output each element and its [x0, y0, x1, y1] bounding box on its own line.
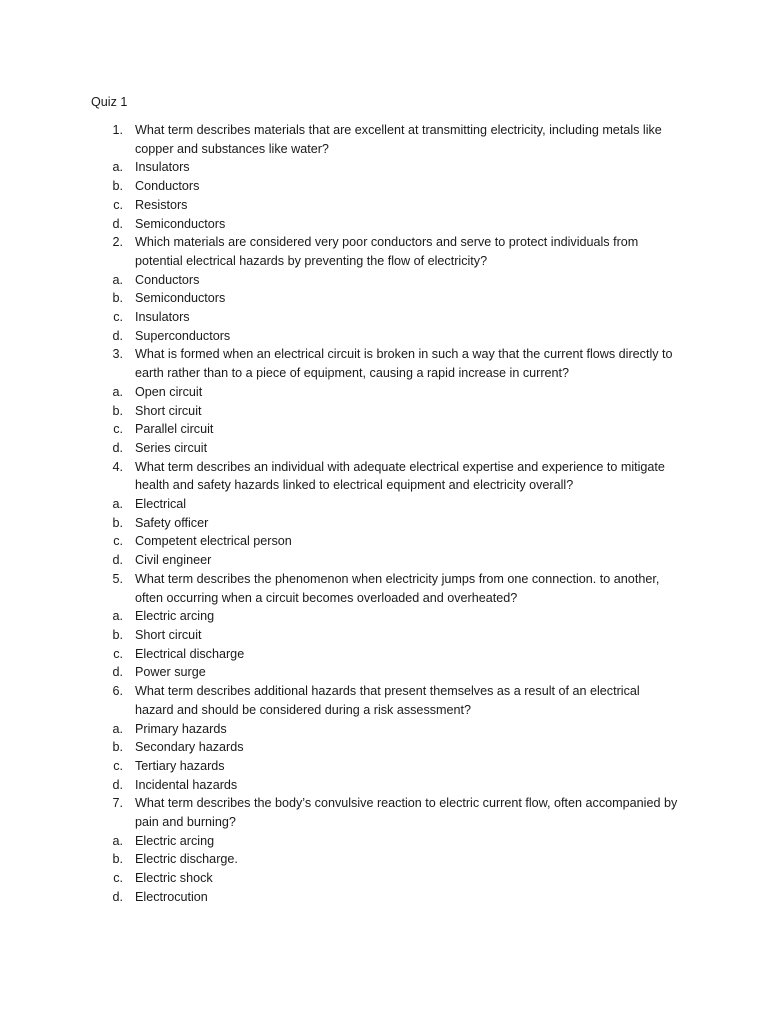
answer-option [0, 869, 768, 888]
question-item [0, 121, 768, 158]
option-text: Parallel circuit [135, 422, 214, 437]
option-letter: b. [112, 627, 123, 642]
option-text: Electric shock [135, 871, 213, 886]
option-text: Semiconductors [135, 291, 226, 306]
question-item [0, 233, 768, 270]
question-number: 5. [112, 571, 123, 586]
option-text: Primary hazards [135, 721, 227, 736]
question-text: What term describes the body’s convulsive reaction to electric current flow, often accompanied by pain and burning? [135, 796, 678, 830]
answer-option [0, 439, 768, 458]
option-text: Electric arcing [135, 833, 215, 848]
option-text: Series circuit [135, 440, 208, 455]
question-text: What term describes additional hazards that present themselves as a result of an electrical hazard and should be considered during a risk assessment? [135, 684, 640, 717]
question-text: Which materials are considered very poor conductors and serve to protect individuals from potential electrical hazards by preventing the flow of electricity? [135, 235, 639, 268]
option-text: Safety officer [135, 515, 209, 530]
option-text: Short circuit [135, 403, 202, 418]
question-number: 1. [112, 123, 123, 137]
answer-option [0, 720, 768, 739]
option-letter: c. [113, 197, 123, 212]
answer-option [0, 757, 768, 776]
answer-option [0, 158, 768, 177]
option-letter: b. [112, 403, 123, 418]
answer-option [0, 888, 768, 907]
answer-option [0, 626, 768, 645]
option-letter: b. [112, 291, 123, 306]
answer-option [0, 514, 768, 533]
answer-option [0, 420, 768, 439]
option-letter: c. [113, 871, 123, 886]
answer-option [0, 402, 768, 421]
option-text: Conductors [135, 272, 200, 287]
option-letter: c. [113, 534, 123, 549]
answer-option [0, 383, 768, 402]
answer-option [0, 832, 768, 851]
option-text: Short circuit [135, 627, 202, 642]
option-text: Electric arcing [135, 609, 215, 624]
option-letter: a. [112, 272, 123, 287]
answer-option [0, 177, 768, 196]
answer-option [0, 607, 768, 626]
option-text: Electrocution [135, 889, 208, 904]
question-item [0, 458, 768, 495]
question-item [0, 570, 768, 607]
option-text: Resistors [135, 197, 188, 212]
option-letter: d. [112, 889, 123, 904]
option-text: Incidental hazards [135, 777, 238, 792]
question-text: What term describes materials that are excellent at transmitting electricity, including metals like copper and substances like water? [135, 123, 662, 156]
option-text: Insulators [135, 310, 190, 325]
option-letter: b. [112, 740, 123, 755]
answer-option [0, 215, 768, 234]
question-text: What term describes an individual with adequate electrical expertise and experience to mitigate health and safety hazards linked to electrical equipment and electricity overall? [135, 459, 665, 493]
option-letter: a. [112, 609, 123, 624]
option-letter: d. [112, 553, 123, 568]
question-item [0, 682, 768, 719]
answer-option [0, 645, 768, 664]
option-text: Competent electrical person [135, 534, 292, 549]
option-letter: d. [112, 440, 123, 455]
answer-option [0, 663, 768, 682]
option-letter: c. [113, 310, 123, 325]
option-letter: a. [112, 160, 123, 175]
option-letter: c. [113, 646, 123, 661]
option-text: Secondary hazards [135, 740, 244, 755]
option-text: Civil engineer [135, 553, 212, 568]
answer-option [0, 532, 768, 551]
question-number: 2. [112, 235, 123, 250]
option-letter: a. [112, 384, 123, 399]
option-letter: b. [112, 179, 123, 194]
option-letter: a. [112, 497, 123, 512]
option-text: Power surge [135, 665, 206, 680]
answer-option [0, 289, 768, 308]
option-letter: b. [112, 515, 123, 530]
option-letter: d. [112, 216, 123, 231]
option-letter: c. [113, 758, 123, 773]
option-letter: a. [112, 833, 123, 848]
option-letter: a. [112, 721, 123, 736]
option-letter: b. [112, 852, 123, 867]
answer-option [0, 271, 768, 290]
answer-option [0, 551, 768, 570]
answer-option [0, 850, 768, 869]
option-text: Conductors [135, 179, 200, 194]
option-letter: d. [112, 328, 123, 343]
option-text: Electrical [135, 497, 187, 512]
question-number: 4. [112, 459, 123, 474]
answer-option [0, 738, 768, 757]
answer-option [0, 327, 768, 346]
option-text: Open circuit [135, 384, 203, 399]
option-text: Semiconductors [135, 216, 226, 231]
option-letter: c. [113, 422, 123, 437]
question-list [0, 121, 768, 907]
question-item [0, 794, 768, 831]
option-letter: d. [112, 665, 123, 680]
option-text: Electrical discharge [135, 646, 245, 661]
option-text: Electric discharge. [135, 852, 238, 867]
question-number: 6. [112, 684, 123, 699]
question-text: What is formed when an electrical circuit is broken in such a way that the current flows directly to earth rather than to a piece of equipment, causing a rapid increase in current? [135, 347, 673, 381]
option-text: Superconductors [135, 328, 231, 343]
option-letter: d. [112, 777, 123, 792]
answer-option [0, 308, 768, 327]
question-text: What term describes the phenomenon when electricity jumps from one connection. to another, often occurring when a circuit becomes overloaded and overheated? [135, 571, 660, 605]
question-number: 3. [112, 347, 123, 362]
quiz-title: Quiz 1 [91, 95, 128, 109]
question-item [0, 345, 768, 382]
answer-option [0, 495, 768, 514]
question-number: 7. [112, 796, 123, 811]
answer-option [0, 196, 768, 215]
answer-option [0, 776, 768, 795]
option-text: Insulators [135, 160, 190, 175]
option-text: Tertiary hazards [135, 758, 225, 773]
